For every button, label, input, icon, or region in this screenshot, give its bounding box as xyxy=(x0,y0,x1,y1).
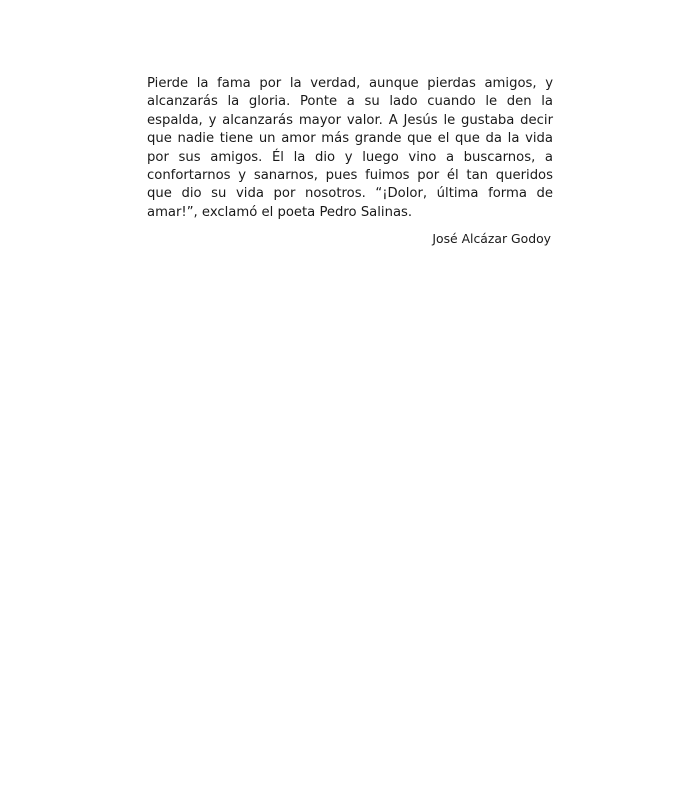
quote-paragraph: Pierde la fama por la verdad, aunque pierdas amigos, y alcanzarás la gloria. Ponte a su lado cuando le den la espalda, y alcanzarás mayor valor. A Jesús le gustaba decir que nadie tiene un amor más grande que el que da la vida por sus amigos. Él la dio y luego vino a buscarnos, a confortarnos y sanarnos, pues fuimos por él tan queridos que dio su vida por nosotros. “¡Dolor, última forma de amar!”, exclamó el poeta Pedro Salinas. xyxy=(147,76,553,220)
author-signature: José Alcázar Godoy xyxy=(432,231,551,246)
body-text xyxy=(147,75,553,222)
